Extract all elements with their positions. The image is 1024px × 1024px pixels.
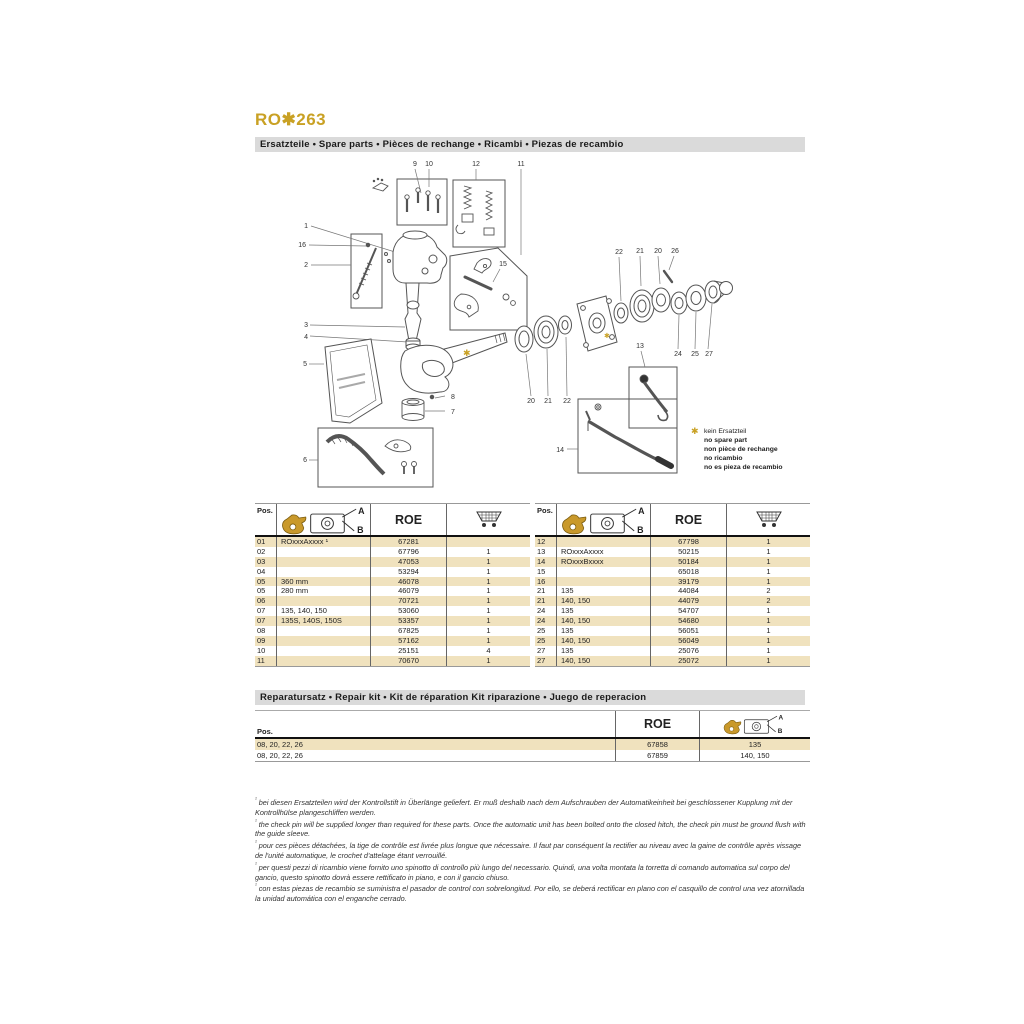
table-row bbox=[535, 656, 810, 666]
pos-cell: 10 bbox=[255, 646, 277, 656]
footnote bbox=[255, 818, 808, 840]
table-row bbox=[255, 606, 530, 616]
description-cell: 135 bbox=[557, 626, 651, 636]
callout-label: 4 bbox=[304, 334, 308, 341]
footnote-text: the check pin will be supplied longer than required for these parts. Once the automatic unit has been bolted onto the closed hitch, the check pin must be ground flush with the guide sleeve. bbox=[255, 819, 806, 839]
quantity-cell: 4 bbox=[486, 645, 491, 655]
footnote bbox=[255, 839, 808, 861]
pos-cell: 03 bbox=[255, 557, 277, 567]
description-cell bbox=[277, 636, 371, 646]
table-row bbox=[255, 616, 530, 626]
table-row bbox=[535, 616, 810, 626]
description-cell: 140, 150 bbox=[557, 656, 651, 666]
table-row bbox=[255, 547, 530, 557]
quantity-cell: 1 bbox=[766, 635, 771, 645]
footnote bbox=[255, 861, 808, 883]
quantity-cell: 1 bbox=[766, 537, 771, 546]
cable-kit-parts bbox=[327, 436, 417, 474]
quantity-cell: 1 bbox=[486, 556, 491, 566]
callout-label: 20 bbox=[527, 398, 535, 405]
bolt-parts bbox=[373, 178, 440, 213]
table-header bbox=[255, 710, 810, 739]
table-row bbox=[535, 646, 810, 656]
description-cell bbox=[557, 567, 651, 577]
footnote-marker: ¹ bbox=[255, 818, 257, 825]
description-cell: 140, 150 bbox=[557, 636, 651, 646]
table-row bbox=[535, 537, 810, 547]
table-row bbox=[255, 577, 530, 587]
callout-label: 12 bbox=[472, 161, 480, 168]
legend-line: non pièce de rechange bbox=[704, 446, 778, 453]
roe-number-cell: 46079 bbox=[371, 586, 447, 596]
quantity-cell: 1 bbox=[766, 546, 771, 556]
callout-label: 8 bbox=[451, 394, 455, 401]
table-row bbox=[255, 739, 810, 750]
roe-number-cell: 57162 bbox=[371, 636, 447, 646]
legend-line: no spare part bbox=[704, 437, 748, 444]
description-cell bbox=[277, 557, 371, 567]
pos-cell: 05 bbox=[255, 586, 277, 596]
table-row bbox=[535, 547, 810, 557]
no-spare-part-legend bbox=[691, 426, 783, 471]
callout-label: 27 bbox=[705, 351, 713, 358]
callout-label: 9 bbox=[413, 161, 417, 168]
table-row bbox=[255, 596, 530, 606]
roe-number-cell: 50184 bbox=[651, 557, 727, 567]
pos-cell: 09 bbox=[255, 636, 277, 646]
description-cell: 140, 150 bbox=[557, 616, 651, 626]
pos-cell: 08, 20, 22, 26 bbox=[257, 751, 303, 760]
roe-number-cell: 56049 bbox=[651, 636, 727, 646]
callout-label: 25 bbox=[691, 351, 699, 358]
repair-kit-table bbox=[255, 710, 810, 762]
mounting-plate bbox=[325, 339, 382, 423]
table-row bbox=[255, 656, 530, 666]
roe-number-cell: 25072 bbox=[651, 656, 727, 666]
pos-cell: 11 bbox=[255, 656, 277, 666]
quantity-cell: 1 bbox=[766, 645, 771, 655]
callout-label: 11 bbox=[517, 161, 525, 168]
roe-number-cell: 44079 bbox=[651, 596, 727, 606]
table-row bbox=[535, 586, 810, 596]
roe-number-cell: 70721 bbox=[371, 596, 447, 606]
cart-icon bbox=[475, 511, 503, 528]
table-row bbox=[535, 626, 810, 636]
footnote-text: pour ces pièces détachées, la tige de contrôle est livrée plus longue que nécessaire. Il faut par conséquent la rectifier au niveau avec la gaine de contrôle après vissage de l'unité automatique, le crochet d'attelage étant verrouillé. bbox=[255, 841, 802, 860]
legend-line: no es pieza de recambio bbox=[704, 464, 783, 471]
pos-cell: 21 bbox=[535, 596, 557, 606]
spare-parts-table-right bbox=[535, 503, 810, 667]
roe-number-cell: 56051 bbox=[651, 626, 727, 636]
variant-a-label: A bbox=[358, 505, 365, 516]
pos-cell: 01 bbox=[255, 537, 277, 547]
legend-line: kein Ersatzteil bbox=[704, 428, 747, 435]
quantity-cell: 1 bbox=[486, 566, 491, 576]
roe-number-cell: 70670 bbox=[371, 656, 447, 666]
footnote-marker: ¹ bbox=[255, 840, 257, 847]
table-row bbox=[255, 557, 530, 567]
application-cell: 140, 150 bbox=[740, 751, 770, 760]
page-title: RO✱263 bbox=[255, 110, 327, 129]
roe-number-cell: 67825 bbox=[371, 626, 447, 636]
quantity-cell: 2 bbox=[766, 586, 771, 596]
footnote bbox=[255, 882, 808, 904]
roe-number-cell: 50215 bbox=[651, 547, 727, 557]
table-row bbox=[255, 636, 530, 646]
pos-cell: 24 bbox=[535, 616, 557, 626]
description-cell: ROxxxBxxxx bbox=[557, 557, 651, 567]
description-cell bbox=[277, 567, 371, 577]
variant-b-label: B bbox=[777, 728, 783, 736]
callout-label: 1 bbox=[304, 223, 308, 230]
quantity-cell: 1 bbox=[486, 616, 491, 626]
table-body bbox=[535, 537, 810, 667]
quantity-cell: 1 bbox=[486, 655, 491, 665]
callout-label: 3 bbox=[304, 322, 308, 329]
callout-label: 24 bbox=[674, 351, 682, 358]
roe-number-cell: 53294 bbox=[371, 567, 447, 577]
pos-cell: 15 bbox=[535, 567, 557, 577]
callout-label: 26 bbox=[671, 248, 679, 255]
description-cell: 280 mm bbox=[277, 586, 371, 596]
table-row bbox=[535, 567, 810, 577]
roe-number-cell: 67281 bbox=[371, 537, 447, 547]
table-row bbox=[255, 586, 530, 596]
quantity-cell: 1 bbox=[486, 576, 491, 586]
table-row bbox=[535, 577, 810, 587]
no-spare-part-star-flange: ✱ bbox=[604, 333, 610, 340]
footnote-text: bei diesen Ersatzteilen wird der Kontrollstift in Überlänge geliefert. Er muß deshalb nach dem Aufschrauben der Automatikeinheit bei geschlossener Kupplung mit der Kontrollhülse plangeschliffen werden. bbox=[255, 798, 793, 817]
callout-label: 10 bbox=[425, 161, 433, 168]
pos-cell: 13 bbox=[535, 547, 557, 557]
callout-label: 2 bbox=[304, 262, 308, 269]
footnote-marker: ¹ bbox=[255, 883, 257, 890]
pos-cell: 08 bbox=[255, 626, 277, 636]
callout-label: 21 bbox=[544, 398, 552, 405]
roe-number-cell: 67858 bbox=[615, 739, 700, 750]
description-cell: 135S, 140S, 150S bbox=[277, 616, 371, 626]
no-spare-part-star-shaft: ✱ bbox=[463, 348, 471, 358]
variant-a-label: A bbox=[778, 714, 784, 722]
spare-parts-section-header: Ersatzteile • Spare parts • Pièces de rechange • Ricambi • Piezas de recambio bbox=[255, 137, 805, 152]
pos-cell: 25 bbox=[535, 626, 557, 636]
roe-number-cell: 54680 bbox=[651, 616, 727, 626]
roe-number-cell: 25076 bbox=[651, 646, 727, 656]
roe-number-cell: 39179 bbox=[651, 577, 727, 587]
quantity-cell: 1 bbox=[766, 566, 771, 576]
pos-cell: 24 bbox=[535, 606, 557, 616]
pos-cell: 27 bbox=[535, 646, 557, 656]
coupling-variant-ab-icon bbox=[723, 712, 787, 736]
footnote-text: con estas piezas de recambio se suministra el pasador de control con sobrelongitud. Por ello, se deberá rectificar en plano con el casquillo de control una vez atornillada la unidad automática con el enganche cerrado. bbox=[255, 884, 805, 904]
pos-header: Pos. bbox=[257, 727, 273, 736]
description-cell bbox=[277, 656, 371, 666]
quantity-cell: 1 bbox=[766, 556, 771, 566]
quantity-cell bbox=[447, 537, 530, 547]
callout-label: 14 bbox=[556, 447, 564, 454]
qty-header bbox=[727, 504, 810, 535]
roe-number-cell: 67859 bbox=[615, 750, 700, 761]
roe-number-cell: 53060 bbox=[371, 606, 447, 616]
table-body bbox=[255, 537, 530, 667]
callout-label: 21 bbox=[636, 248, 644, 255]
pos-cell: 04 bbox=[255, 567, 277, 577]
description-cell bbox=[277, 626, 371, 636]
description-cell bbox=[277, 547, 371, 557]
pos-cell: 05 bbox=[255, 577, 277, 587]
pos-cell: 25 bbox=[535, 636, 557, 646]
description-cell: 360 mm bbox=[277, 577, 371, 587]
hook-rod-part bbox=[640, 375, 668, 420]
roe-number-cell: 53357 bbox=[371, 616, 447, 626]
variant-header bbox=[557, 504, 651, 535]
star-icon: ✱ bbox=[691, 426, 699, 436]
pos-cell: 07 bbox=[255, 616, 277, 626]
quantity-cell: 2 bbox=[766, 596, 771, 606]
pos-header: Pos. bbox=[535, 504, 557, 535]
quantity-cell: 1 bbox=[766, 606, 771, 616]
roe-number-cell: 47053 bbox=[371, 557, 447, 567]
coupling-variant-ab-icon bbox=[281, 505, 370, 535]
roe-header: ROE bbox=[651, 504, 727, 535]
pos-cell: 27 bbox=[535, 656, 557, 666]
callout-label: 6 bbox=[303, 457, 307, 464]
table-header bbox=[255, 503, 530, 537]
callout-label: 13 bbox=[636, 343, 644, 350]
table-row bbox=[255, 646, 530, 656]
pos-cell: 14 bbox=[535, 557, 557, 567]
description-cell: ROxxxAxxxx bbox=[557, 547, 651, 557]
qty-header bbox=[447, 504, 530, 535]
table-header bbox=[535, 503, 810, 537]
variant-b-label: B bbox=[357, 524, 364, 535]
quantity-cell: 1 bbox=[486, 626, 491, 636]
table-row bbox=[255, 567, 530, 577]
variant-a-label: A bbox=[638, 505, 645, 516]
description-cell: ROxxxAxxxx ¹ bbox=[277, 537, 371, 547]
footnote-text: per questi pezzi di ricambio viene fornito uno spinotto di controllo più lungo del necessario. Quindi, una volta montata la torretta di comando automatica sul corpo del gancio, questo spinotto dovrà essere rettificato in piano, e con il gancio chiuso. bbox=[255, 862, 790, 882]
quantity-cell: 1 bbox=[766, 626, 771, 636]
washer-and-bearing-set bbox=[515, 271, 733, 352]
footnotes bbox=[255, 796, 808, 904]
variant-b-label: B bbox=[637, 524, 644, 535]
application-cell: 135 bbox=[748, 740, 762, 749]
control-pin-parts bbox=[353, 243, 376, 299]
pos-cell: 02 bbox=[255, 547, 277, 557]
table-row bbox=[535, 596, 810, 606]
callout-label: 16 bbox=[298, 242, 306, 249]
callout-label: 22 bbox=[563, 398, 571, 405]
roe-header: ROE bbox=[615, 711, 700, 737]
callout-label: 5 bbox=[303, 361, 307, 368]
description-cell bbox=[277, 646, 371, 656]
callout-label: 15 bbox=[499, 261, 507, 268]
table-row bbox=[255, 537, 530, 547]
description-cell: 135 bbox=[557, 606, 651, 616]
pos-header: Pos. bbox=[255, 504, 277, 535]
roe-number-cell: 67798 bbox=[651, 537, 727, 547]
roe-number-cell: 25151 bbox=[371, 646, 447, 656]
quantity-cell: 1 bbox=[486, 546, 491, 556]
quantity-cell: 1 bbox=[486, 606, 491, 616]
description-cell bbox=[557, 537, 651, 547]
quantity-cell: 1 bbox=[766, 655, 771, 665]
roe-number-cell: 46078 bbox=[371, 577, 447, 587]
description-cell: 135 bbox=[557, 586, 651, 596]
roe-number-cell: 44084 bbox=[651, 586, 727, 596]
quantity-cell: 1 bbox=[486, 596, 491, 606]
description-cell bbox=[557, 577, 651, 587]
table-row bbox=[535, 606, 810, 616]
exploded-parts-diagram bbox=[255, 155, 815, 495]
spring-parts bbox=[456, 186, 494, 235]
automatic-unit-housing bbox=[385, 231, 447, 350]
bushing-part bbox=[402, 395, 434, 420]
callout-label: 7 bbox=[451, 409, 455, 416]
table-row bbox=[255, 750, 810, 761]
roe-number-cell: 65018 bbox=[651, 567, 727, 577]
table-row bbox=[535, 636, 810, 646]
coupling-variant-ab-icon bbox=[561, 505, 650, 535]
roe-number-cell: 54707 bbox=[651, 606, 727, 616]
table-body bbox=[255, 739, 810, 762]
quantity-cell: 1 bbox=[486, 586, 491, 596]
callout-label: 20 bbox=[654, 248, 662, 255]
footnote bbox=[255, 796, 808, 818]
pos-cell: 06 bbox=[255, 596, 277, 606]
roe-number-cell: 67796 bbox=[371, 547, 447, 557]
description-cell: 140, 150 bbox=[557, 596, 651, 606]
pos-cell: 21 bbox=[535, 586, 557, 596]
cart-icon bbox=[755, 511, 783, 528]
pos-cell: 07 bbox=[255, 606, 277, 616]
legend-line: no ricambio bbox=[704, 455, 743, 462]
footnote-marker: ¹ bbox=[255, 797, 257, 803]
application-header bbox=[700, 711, 810, 737]
roe-header: ROE bbox=[371, 504, 447, 535]
pos-cell: 12 bbox=[535, 537, 557, 547]
footnote-marker: ¹ bbox=[255, 861, 257, 868]
description-cell: 135, 140, 150 bbox=[277, 606, 371, 616]
callout-label: 22 bbox=[615, 249, 623, 256]
table-row bbox=[535, 557, 810, 567]
pos-cell: 08, 20, 22, 26 bbox=[257, 740, 303, 749]
description-cell bbox=[277, 596, 371, 606]
quantity-cell: 1 bbox=[486, 635, 491, 645]
quantity-cell: 1 bbox=[766, 576, 771, 586]
variant-header bbox=[277, 504, 371, 535]
quantity-cell: 1 bbox=[766, 616, 771, 626]
pos-cell: 16 bbox=[535, 577, 557, 587]
table-row bbox=[255, 626, 530, 636]
description-cell: 135 bbox=[557, 646, 651, 656]
repair-kit-section-header: Reparatursatz • Repair kit • Kit de réparation Kit riparazione • Juego de reperacion bbox=[255, 690, 805, 705]
spare-parts-table-left bbox=[255, 503, 530, 667]
